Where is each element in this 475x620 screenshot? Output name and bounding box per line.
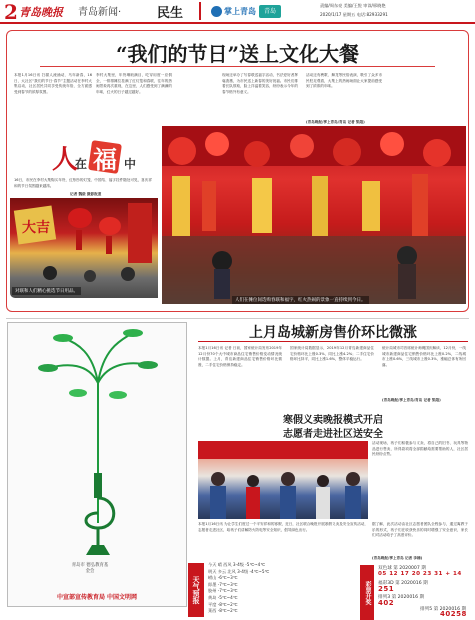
market-photo-main	[162, 126, 466, 304]
article-volunteer-headline-2: 志愿者走进社区送安全	[283, 429, 383, 440]
editor-credits: 责编/周东亮 美编/王悦 审读/邢晓艳	[320, 3, 386, 8]
svg-text:福: 福	[93, 145, 117, 174]
ad-footer: 中宣部宣传教育局 中国文明网	[56, 594, 138, 601]
article-housing-byline: (青岛晚报/掌上青岛/青岛 记者 梁超)	[382, 398, 441, 402]
lottery-title: 彩票开奖	[360, 565, 374, 620]
headline-rule	[40, 66, 435, 67]
feature-headline: “我们的节日”送上文化大餐	[115, 42, 359, 66]
weather-row: 平度 -8℃~2℃	[208, 601, 238, 607]
feature-banner	[12, 140, 162, 175]
weather-row: 莱西 -8℃~2℃	[208, 608, 238, 614]
article-housing-col1: 本报1月16日讯 记者 日前，国家统计局发布2019年12月份70个大中城市商品住宅销售价格变动情况统计数据。上月，青岛新建商品住宅销售价格环比微涨，二手住宅价格保持稳定。	[198, 346, 282, 367]
weather-row: 即墨 -7℃~3℃	[208, 581, 238, 587]
headline-rule	[198, 341, 468, 342]
feature-column-4: 活动还有秧歌、舞龙等民俗表演，吸引了众多市民驻足观看，大集上的热闹场面让大家提前感受到了浓浓的年味。	[306, 73, 382, 89]
article-volunteer-byline: (青岛晚报/掌上青岛 记者 李楠)	[372, 556, 423, 560]
feature-column-3: 现场还举办了写春联送福字活动，书法爱好者挥毫泼墨，为市民送上新春的美好祝福。市民们排着长队领取，脸上洋溢着笑容，纷纷表示今年的春节格外有意义。	[222, 73, 298, 94]
weather-table	[208, 562, 296, 618]
feature-column-2: 李村大集里，年货琳琅满目，吃穿用度一应俱全，一排排摊位挂满了红灯笼和春联，往年的热闹景象再次重现，在这里，人们感受到了满满的年味，红火的日子越过越好。	[96, 73, 172, 94]
article-volunteer-col2: 活动现场，孩子们积极参与义卖，将自己的旧书、玩具等物品进行售卖，所得款项将全部捐献给需要帮助的人，社区居民纷纷点赞。	[372, 441, 468, 457]
article-housing-col3: 统计局城市司首席统计师绳国庆解读，12月份，一线城市新建商品住宅销售价格环比上涨0.2%，二线城市上涨0.6%，三线城市上涨0.3%，涨幅总体有所回落。	[382, 346, 466, 367]
page-number: 2	[4, 0, 18, 24]
ad-sponsor-label: 青岛市 德弘教育基金会	[71, 563, 109, 574]
weather-row: 明天 多云 北风 3-4级 -4℃~5℃	[208, 568, 270, 574]
lottery-draw-label: 福彩3D 第 2020016 期	[378, 581, 428, 586]
issue-date: 2020/1/17 星期五 电话:82933291	[320, 12, 388, 17]
banner-calligraphy-icon	[12, 140, 162, 175]
svg-text:人: 人	[52, 145, 79, 175]
section-divider-line	[6, 318, 469, 319]
photo-main-caption: 人们在摊位间选购春联和福字，红火热闹的景象一直持续到今日。	[232, 296, 369, 304]
lottery-draw-label: 双色球 第 2020007 期	[378, 566, 426, 571]
svg-text:在: 在	[75, 157, 88, 171]
weather-row: 黄岛 -5℃~4℃	[208, 594, 238, 600]
article-housing-col2: 国家统计局数据显示，2019年12月青岛新建商品住宅价格环比上涨0.3%，同比上涨4.2%；二手住宅价格环比持平，同比上涨1.6%，整体平稳运行。	[290, 346, 374, 362]
section-name: 民生	[157, 6, 184, 21]
lottery-numbers: 40258	[440, 610, 467, 618]
market-photo-left	[10, 198, 158, 298]
volunteer-photo	[198, 441, 368, 519]
article-volunteer-headline-1: 寒假义卖晚报模式开启	[283, 415, 383, 426]
weather-row: 崂山 -6℃~3℃	[208, 575, 238, 581]
lottery-numbers: 251	[378, 585, 395, 593]
article-housing-headline: 上月岛城新房售价环比微涨	[249, 325, 417, 341]
photo-byline: 记者 魏骁 摄影报道	[70, 192, 102, 196]
feature-photo-intro: 16日，市民在李村大集购买年货，红彤彤的灯笼、中国结、福字挂件随处可见，喜庆祥和的节日氛围越来越浓。	[14, 178, 152, 188]
section-divider	[199, 2, 201, 20]
lottery-draw-label: 排列3 第 2020016 期	[378, 595, 425, 600]
lottery-numbers: 05 12 17 20 23 31 + 14	[378, 571, 462, 577]
app-name-label: 掌上青岛	[224, 7, 256, 16]
app-logo-icon	[211, 6, 222, 17]
svg-text:大吉: 大吉	[22, 220, 50, 236]
weather-row: 今天 晴 西风 3-4级 -5℃~4℃	[208, 562, 266, 567]
article-volunteer-col3: 据了解，此次活动由社区志愿者团队全程参与，通过寓教于乐的形式，孩子们在收获快乐的同时增强了安全意识，家长们对活动给予了高度评价。	[372, 522, 468, 538]
weather-row: 胶州 -7℃~3℃	[208, 588, 238, 594]
feature-column-5	[384, 73, 462, 115]
svg-text:中: 中	[124, 157, 137, 171]
lantern-stall-icon	[162, 126, 466, 304]
section-prefix: 青岛新闻·	[78, 7, 122, 18]
feature-column-1: 本报1月16日讯 扫描人流涌动，马年新春，16日，大社区“我们的节日·春节”主题活动在李村大集启动，社区居民共同享受传统年俗，全方面感受到春节的浓厚氛围。	[14, 73, 92, 94]
app-badge-icon: 青岛	[259, 5, 281, 18]
lottery-numbers: 402	[378, 599, 395, 607]
hanging-decorations-icon	[10, 198, 158, 298]
weather-title: 天气预报	[188, 563, 204, 617]
volunteers-group-icon	[198, 441, 368, 519]
article-volunteer-col1: 本报1月16日讯 为让学生们度过一个平安祥和的寒假，近日，社区联合晚报开展寒假义卖及安全宣传活动，志愿者走进社区，给孩子们讲解防火防电等安全知识，倡导绿色出行。	[198, 522, 368, 532]
lottery-draw-label: 排列5 第 2020016 期	[420, 607, 467, 612]
newspaper-name: 青岛晚报	[19, 6, 63, 19]
photo-left-caption: 对联和人们精心挑选节日用品。	[12, 287, 81, 295]
feature-byline: (青岛晚报/掌上青岛/青岛 记者 梁超)	[306, 120, 365, 124]
